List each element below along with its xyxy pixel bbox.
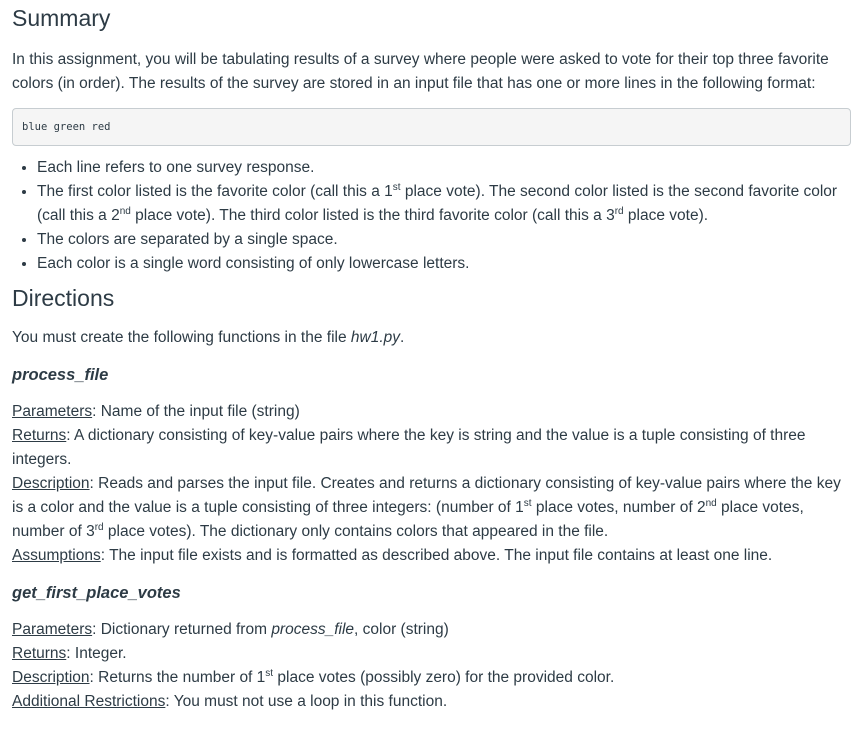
bullet-item <box>37 180 851 228</box>
ordinal-suffix: rd <box>614 206 624 217</box>
parameters-text: : Dictionary returned from <box>92 621 272 638</box>
bullet-text: place vote). The third color listed is the third favorite color (call this a 3 <box>130 207 615 224</box>
parameters-line <box>12 618 851 642</box>
bullet-text: place vote). The second color listed is the second favorite color (call this a 2 <box>37 183 838 224</box>
parameters-text: : Name of the input file (string) <box>92 403 300 420</box>
returns-text: : A dictionary consisting of key-value pairs where the key is string and the value is a tuple consisting of three integers. <box>12 427 806 468</box>
directions-intro-text: You must create the following functions in the file <box>12 329 351 346</box>
bullet-item <box>37 228 851 252</box>
bullet-text: Each line refers to one survey response. <box>37 159 315 176</box>
returns-text: : Integer. <box>66 645 127 662</box>
returns-label: Returns <box>12 427 67 444</box>
returns-line <box>12 424 851 472</box>
ordinal-suffix: st <box>392 182 401 193</box>
directions-intro-end: . <box>400 329 405 346</box>
ordinal-suffix: nd <box>119 206 131 217</box>
assumptions-text: : The input file exists and is formatted as described above. The input file contains at least one line. <box>100 547 773 564</box>
ordinal-suffix: rd <box>94 522 104 533</box>
assumptions-label: Assumptions <box>12 547 101 564</box>
parameters-text: , color (string) <box>354 621 449 638</box>
function-spec-get-first-place-votes <box>12 618 851 714</box>
restrictions-line <box>12 690 851 714</box>
ordinal-suffix: st <box>265 668 274 679</box>
description-text: : Reads and parses the input file. Creates and returns a dictionary consisting of key-value pairs where the key is a color and the value is a tuple consisting of three integers: (number of 1 <box>12 475 841 516</box>
ordinal-suffix: st <box>523 498 532 509</box>
description-line <box>12 666 851 690</box>
assumptions-line <box>12 544 851 568</box>
returns-label: Returns <box>12 645 67 662</box>
description-text: place votes (possibly zero) for the provided color. <box>273 669 615 686</box>
restrictions-label: Additional Restrictions <box>12 693 166 710</box>
description-text: place votes). The dictionary only contains colors that appeared in the file. <box>103 523 609 540</box>
description-label: Description <box>12 669 90 686</box>
function-heading-process-file: process_file <box>12 366 109 384</box>
parameters-label: Parameters <box>12 403 93 420</box>
directions-intro <box>12 326 851 350</box>
bullet-text: place vote). <box>623 207 709 224</box>
description-line <box>12 472 851 544</box>
summary-intro: In this assignment, you will be tabulating results of a survey where people were asked to vote for their top three favorite colors (in order). The results of the survey are stored in an input file that has one or more lines in the following format: <box>12 51 829 92</box>
directions-heading: Directions <box>12 285 115 311</box>
code-sample: blue green red <box>12 108 851 146</box>
restrictions-text: : You must not use a loop in this function. <box>165 693 448 710</box>
file-name: hw1.py <box>350 329 401 346</box>
parameters-line <box>12 400 851 424</box>
ordinal-suffix: nd <box>705 498 717 509</box>
description-text: place votes, number of 2 <box>531 499 706 516</box>
bullet-text: The first color listed is the favorite color (call this a 1 <box>37 183 393 200</box>
description-text: place votes, number of 3 <box>12 499 804 540</box>
description-label: Description <box>12 475 90 492</box>
description-text: : Returns the number of 1 <box>89 669 266 686</box>
bullet-text: The colors are separated by a single space. <box>37 231 338 248</box>
returns-line <box>12 642 851 666</box>
bullet-item <box>37 156 851 180</box>
function-reference: process_file <box>271 621 355 638</box>
function-heading-get-first-place-votes: get_first_place_votes <box>12 584 181 602</box>
summary-bullet-list <box>12 156 851 276</box>
bullet-text: Each color is a single word consisting of only lowercase letters. <box>37 255 470 272</box>
bullet-item <box>37 252 851 276</box>
function-spec-process-file <box>12 400 851 568</box>
parameters-label: Parameters <box>12 621 93 638</box>
summary-heading: Summary <box>12 5 111 31</box>
